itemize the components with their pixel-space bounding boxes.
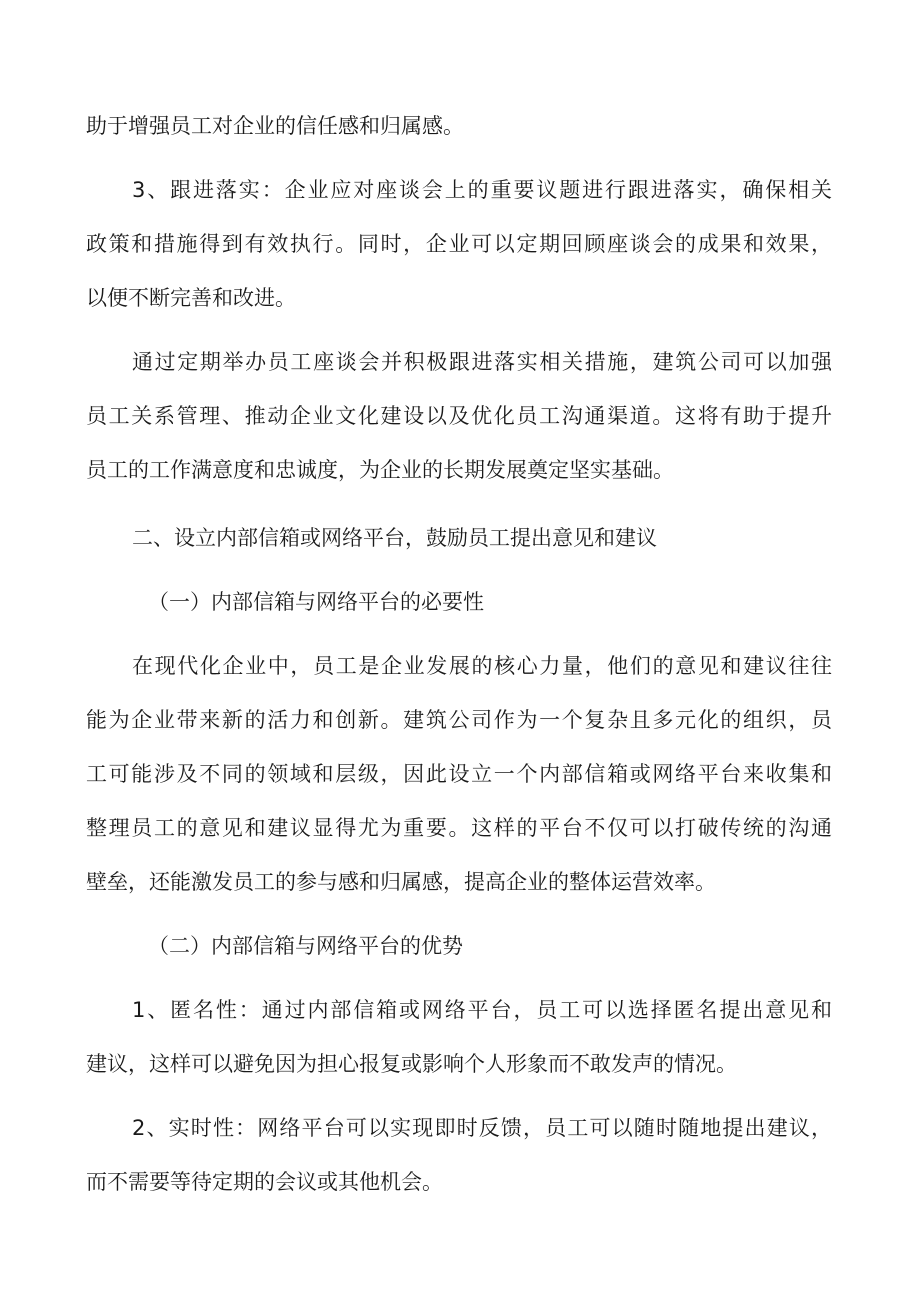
paragraph-line: 2、实时性：网络平台可以实现即时反馈，员工可以随时随地提出建议， (132, 1116, 832, 1140)
section-heading: 二、设立内部信箱或网络平台，鼓励员工提出意见和建议 (132, 526, 657, 550)
paragraph-line: 3、跟进落实：企业应对座谈会上的重要议题进行跟进落实，确保相关 (132, 178, 832, 202)
paragraph-line: 壁垒，还能激发员工的参与感和归属感，提高企业的整体运营效率。 (86, 870, 716, 894)
paragraph-line: 工可能涉及不同的领域和层级，因此设立一个内部信箱或网络平台来收集和 (86, 762, 832, 786)
subsection-heading: （一）内部信箱与网络平台的必要性 (148, 590, 484, 614)
paragraph-line: 能为企业带来新的活力和创新。建筑公司作为一个复杂且多元化的组织，员 (86, 708, 832, 732)
paragraph-line: 整理员工的意见和建议显得尤为重要。这样的平台不仅可以打破传统的沟通 (86, 816, 832, 840)
paragraph-line: 而不需要等待定期的会议或其他机会。 (86, 1170, 443, 1194)
paragraph-line: 建议，这样可以避免因为担心报复或影响个人形象而不敢发声的情况。 (86, 1052, 737, 1076)
paragraph-line: 员工的工作满意度和忠诚度，为企业的长期发展奠定坚实基础。 (86, 458, 674, 482)
paragraph-line: 在现代化企业中，员工是企业发展的核心力量，他们的意见和建议往往 (132, 654, 832, 678)
paragraph-line: 政策和措施得到有效执行。同时，企业可以定期回顾座谈会的成果和效果， (86, 232, 832, 256)
paragraph-line: 通过定期举办员工座谈会并积极跟进落实相关措施，建筑公司可以加强 (132, 350, 832, 374)
paragraph-line: 助于增强员工对企业的信任感和归属感。 (86, 114, 464, 138)
paragraph-line: 员工关系管理、推动企业文化建设以及优化员工沟通渠道。这将有助于提升 (86, 404, 832, 428)
paragraph-line: 以便不断完善和改进。 (86, 286, 296, 310)
paragraph-line: 1、匿名性：通过内部信箱或网络平台，员工可以选择匿名提出意见和 (132, 998, 832, 1022)
subsection-heading: （二）内部信箱与网络平台的优势 (148, 934, 463, 958)
